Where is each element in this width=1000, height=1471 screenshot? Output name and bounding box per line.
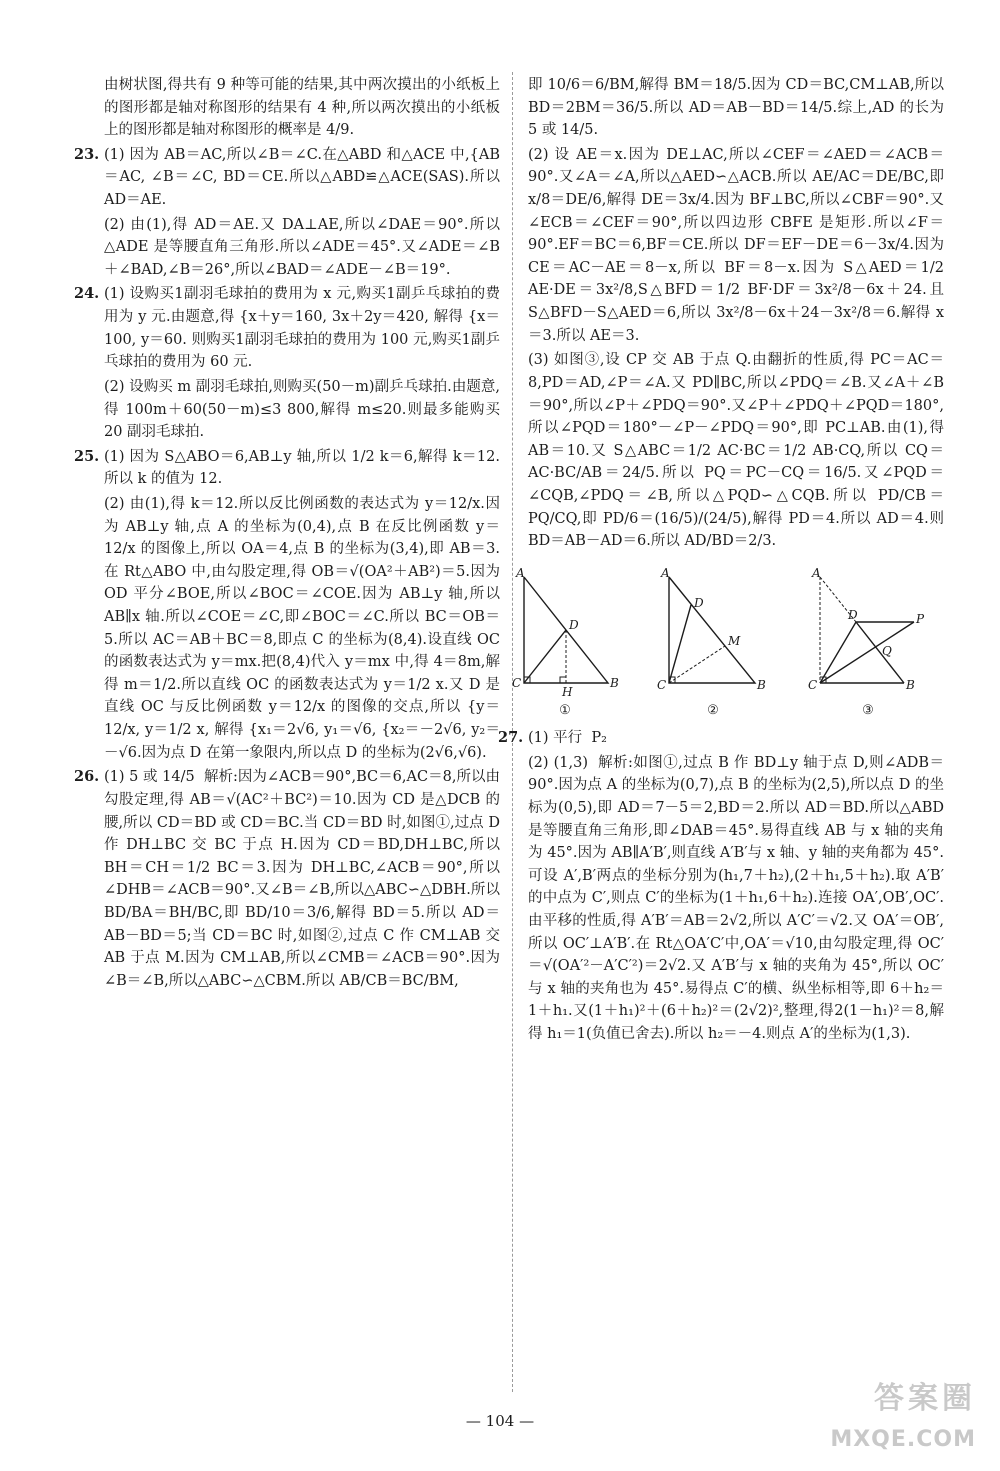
answer-paragraph (74, 283, 500, 373)
answer-paragraph (104, 376, 505, 444)
point-label-c: C (657, 677, 667, 692)
answer-text: (3) 如图③,设 CP 交 AB 于点 Q.由翻折的性质,得 PC＝AC＝8,PD＝AD,∠P＝∠A.又 PD∥BC,所以∠PDQ＝∠B.又∠A＋∠B＝90°,所以∠P＋∠PDQ＝90°.又∠P＋∠PDQ＋∠PQD＝180°,所以∠PQD＝180°－∠P－∠PDQ＝90°,即 PC⊥AB.由(1),得 AB＝10.又 S△ABC＝1/2 AC·BC＝1/2 AB·CQ,所以 CQ＝AC·BC/AB＝24/5.所以 PQ＝PC－CQ＝16/5.又∠PQD＝∠CQB,∠PDQ＝∠B,所以△PQD∽△CQB.所以 PD/CB＝PQ/CQ,即 PD/6＝(16/5)/(24/5),解得 PD＝4.所以 AD＝4.则 BD＝AB－AD＝6.所以 AD/BD＝2/3. (528, 352, 949, 550)
answer-paragraph (104, 74, 500, 142)
figure-1 (510, 567, 620, 721)
answer-paragraph (74, 144, 505, 212)
point-label-q: Q (882, 643, 892, 658)
point-label-d: D (569, 617, 579, 632)
answer-text: (2) (1,3) 解析:如图①,过点 B 作 BD⊥y 轴于点 D,则∠ADB＝90°.因为点 A 的坐标为(0,7),点 B 的坐标为(2,5),所以点 D 的坐标为(0,5),即 AD＝7－5＝2,BD＝2.所以 AD＝BD.所以△ABD 是等腰直角三角形,即∠DAB＝45°.易得直线 AB 与 x 轴的夹角为 45°.因为 AB∥A′B′,则直线 A′B′与 x 轴、y 轴的夹角都为 45°.可设 A′,B′两点的坐标分别为(h₁,7＋h₂),(2＋h₁,5＋h₂).取 A′B′的中点为 C′,则点 C′的坐标为(1＋h₁,6＋h₂).连接 OA′,OB′,OC′.由平移的性质,得 A′B′＝AB＝2√2,所以 A′C′＝√2.又 OA′＝OB′,所以 OC′⊥A′B′.在 Rt△OA′C′中,OA′＝√10,由勾股定理,得 OC′＝√(OA′²－A′C′²)＝2√2.又 A′B′与 x 轴的夹角为 45°,所以 OC′与 x 轴的夹角也为 45°.易得点 C′的横、纵坐标相等,即 6＋h₂＝1＋h₁.又(1＋h₁)²＋(6＋h₂)²＝(2√2)²,整理,得2(1－h₁)²＝8,解得 h₁＝1(负值已舍去).所以 h₂＝－4.则点 A′的坐标为(1,3). (528, 754, 949, 1042)
answer-text: (2) 由(1),得 AD＝AE.又 DA⊥AE,所以∠DAE＝90°.所以△ADE 是等腰直角三角形.所以∠ADE＝45°.又∠ADE＝∠B＋∠BAD,∠B＝26°,所以∠BAD＝∠ADE－∠B＝19°. (104, 216, 500, 278)
point-label-b: B (906, 677, 915, 692)
right-angle-mark-h (560, 677, 566, 683)
answer-text: 即 10/6＝6/BM,解得 BM＝18/5.因为 CD＝BC,CM⊥AB,所以 BD＝2BM＝36/5.所以 AD＝AB－BD＝14/5.综上,AD 的长为 5 或 14/5. (528, 77, 949, 139)
figure-2-diagram (655, 567, 771, 699)
point-label-a: A (516, 566, 525, 580)
answer-text: (2) 设 AE＝x.因为 DE⊥AC,所以∠CEF＝∠AED＝∠ACB＝90°.又∠A＝∠A,所以△AED∽△ACB.所以 AE/AC＝DE/BC,即 x/8＝DE/6,解得 DE＝3x/4.因为 BF⊥BC,所以∠CBF＝90°.又∠ECB＝∠CEF＝90°,所以四边形 CBFE 是矩形.所以∠F＝90°.EF＝BC＝6,BF＝CE.所以 DF＝EF－DE＝6－3x/4.因为 CE＝AC－AE＝8－x,所以 BF＝8－x.因为 S△AED＝1/2 AE·DE＝3x²/8,S△BFD＝1/2 BF·DF＝3x²/8－6x＋24.且 S△BFD－S△AED＝6,所以 3x²/8－6x＋24－3x²/8＝6.解得 x＝3.所以 AE＝3. (528, 146, 949, 344)
answer-text: 由树状图,得共有 9 种等可能的结果,其中两次摸出的小纸板上的图形都是轴对称图形的结果有 4 种,所以两次摸出的小纸板上的图形都是轴对称图形的概率是 4/9. (104, 77, 500, 139)
point-label-b: B (757, 677, 766, 692)
point-label-a: A (812, 566, 821, 580)
figure-3-diagram (806, 567, 930, 699)
triangle-abc (669, 577, 755, 683)
segment-cd (820, 622, 856, 683)
point-label-b: B (610, 675, 619, 690)
point-label-c: C (808, 677, 818, 692)
answer-paragraph (104, 493, 505, 764)
answer-paragraph (74, 766, 505, 992)
answer-text: (2) 由(1),得 k＝12.所以反比例函数的表达式为 y＝12/x.因为 AB⊥y 轴,点 A 的坐标为(0,4),点 B 在反比例函数 y＝12/x 的图像上,所以 OA＝4,点 B 的坐标为(3,4),即 AB＝3.在 Rt△ABO 中,由勾股定理,得 OB＝√(OA²＋AB²)＝5.因为 OD 平分∠BOE,所以∠BOC＝∠COE.因为 AB⊥y 轴,所以 AB∥x 轴.所以∠COE＝∠C,即∠BOC＝∠C.所以 BC＝OB＝5.所以 AC＝AB＋BC＝8,即点 C 的坐标为(8,4).设直线 OC 的函数表达式为 y＝mx.把(8,4)代入 y＝mx 中,得 4＝8m,解得 m＝1/2.所以直线 OC 的函数表达式为 y＝1/2 x.又 D 是直线 OC 与反比例函数 y＝12/x 的图像的交点,所以 {y＝12/x, y＝1/2 x, 解得 {x₁＝2√6, y₁＝√6, {x₂＝－2√6, y₂＝－√6.因为点 D 在第一象限内,所以点 D 的坐标为(2√6,√6). (104, 495, 505, 761)
segment-cp (820, 622, 914, 683)
point-label-d: D (848, 607, 858, 622)
point-label-a: A (661, 566, 670, 580)
right-column (498, 74, 949, 1048)
figure-3-caption: ③ (862, 702, 874, 718)
figure-1-diagram (510, 567, 620, 699)
answer-text: (1) 因为 S△ABO＝6,AB⊥y 轴,所以 1/2 k＝6,解得 k＝12.所以 k 的值为 12. (104, 448, 500, 488)
figure-1-caption: ① (559, 702, 571, 718)
answer-paragraph (528, 752, 949, 1046)
answer-text: (2) 设购买 m 副羽毛球拍,则购买(50－m)副乒乓球拍.由题意,得 100m＋60(50－m)≤3 800,解得 m≤20.则最多能购买 20 副羽毛球拍. (104, 378, 505, 441)
watermark-url: MXQE.COM (830, 1426, 976, 1452)
point-label-h: H (562, 684, 573, 699)
segment-db (856, 622, 904, 683)
point-label-m: M (728, 633, 741, 648)
question-number: 23. (74, 145, 100, 163)
page-number: — 104 — (465, 1412, 535, 1430)
answer-paragraph (528, 349, 949, 552)
figure-2 (655, 567, 771, 721)
answer-paragraph (498, 727, 944, 750)
geometry-figures (510, 567, 930, 721)
question-number: 24. (74, 285, 100, 303)
answer-text: (1) 因为 AB＝AC,所以∠B＝∠C.在△ABD 和△ACE 中,{AB＝AC, ∠B＝∠C, BD＝CE.所以△ABD≌△ACE(SAS).所以 AD＝AE. (104, 146, 505, 209)
answer-paragraph (104, 214, 500, 282)
answer-paragraph (528, 74, 949, 142)
point-label-c: C (512, 675, 522, 690)
question-number: 27. (498, 729, 524, 747)
figure-2-caption: ② (707, 702, 719, 718)
point-label-d: D (694, 595, 704, 610)
answer-text: (1) 设购买1副羽毛球拍的费用为 x 元,购买1副乒乓球拍的费用为 y 元.由题意,得 {x＋y＝160, 3x＋2y＝420, 解得 {x＝100, y＝60. 则购买1副羽毛球拍的费用为 100 元,购买1副乒乓球拍的费用为 60 元. (104, 286, 500, 371)
left-column (74, 74, 505, 994)
question-number: 26. (74, 768, 100, 786)
answer-text: (1) 5 或 14/5 解析:因为∠ACB＝90°,BC＝6,AC＝8,所以由勾股定理,得 AB＝√(AC²＋BC²)＝10.因为 CD 是△DCB 的腰,所以 CD＝BD 或 CD＝BC.当 CD＝BD 时,如图①,过点 D 作 DH⊥BC 交 BC 于点 H.因为 CD＝BD,DH⊥BC,所以 BH＝CH＝1/2 BC＝3.因为 DH⊥BC,∠ACB＝90°,所以∠DHB＝∠ACB＝90°.又∠B＝∠B,所以△ABC∽△DBH.所以 BD/BA＝BH/BC,即 BD/10＝3/6,解得 BD＝5.所以 AD＝AB－BD＝5;当 CD＝BC 时,如图②,过点 C 作 CM⊥AB 交 AB 于点 M.因为 CM⊥AB,所以∠CMB＝∠ACB＝90°.因为∠B＝∠B,所以△ABC∽△CBM.所以 AB/CB＝BC/BM, (104, 769, 505, 989)
watermark-logo: 答案圈 (874, 1380, 976, 1416)
segment-cd (669, 605, 691, 683)
answer-paragraph (528, 144, 949, 347)
question-number: 25. (74, 447, 100, 465)
figure-3 (806, 567, 930, 721)
point-label-p: P (916, 611, 925, 626)
answer-text: (1) 平行 P₂ (528, 730, 607, 747)
watermark (830, 1376, 976, 1457)
segment-cd (524, 630, 566, 683)
answer-paragraph (74, 446, 500, 491)
